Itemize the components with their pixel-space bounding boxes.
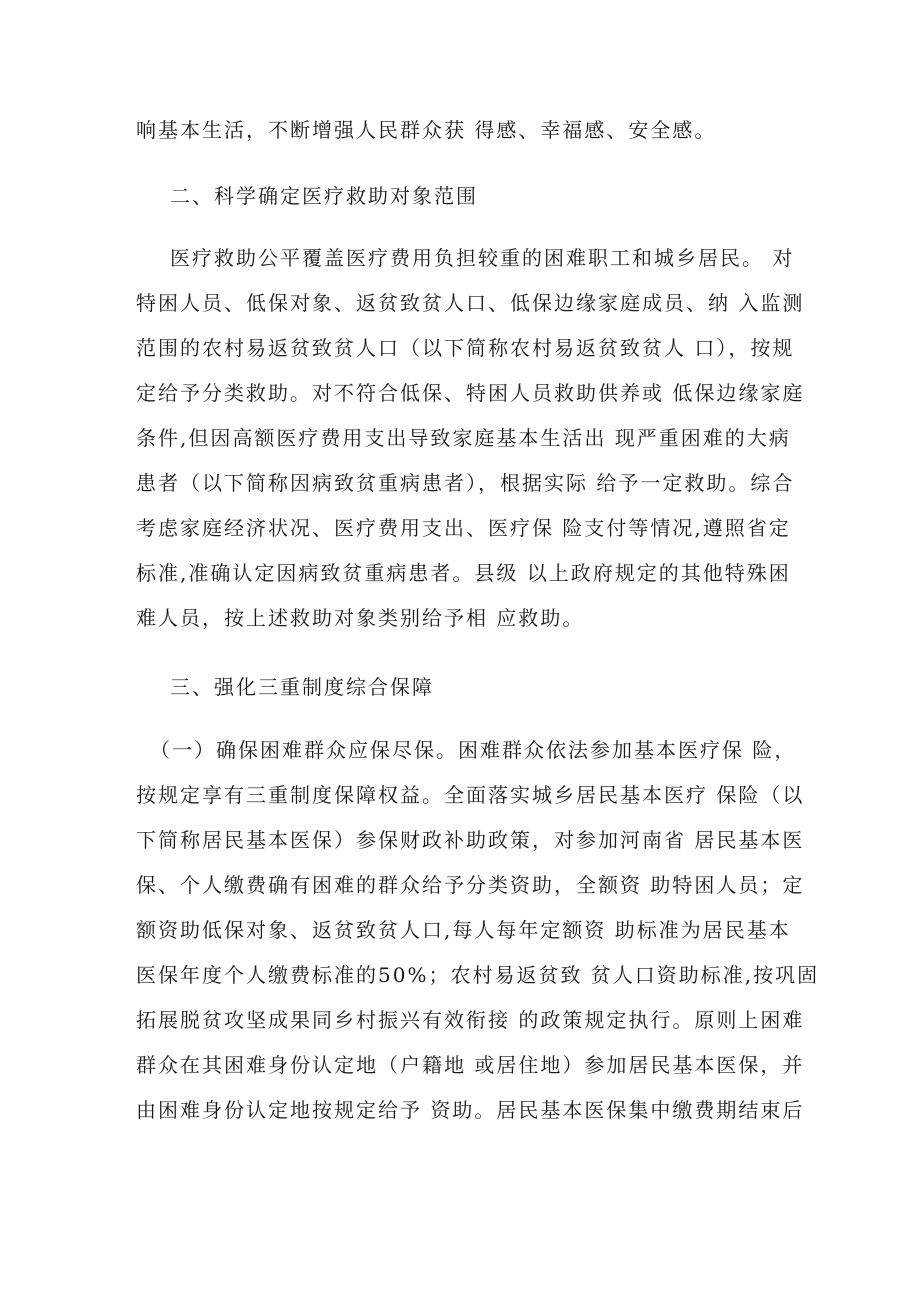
text-line: 条件,但因高额医疗费用支出导致家庭基本生活出 现严重困难的大病 [136,426,791,450]
text-line: 响基本生活，不断增强人民群众获 得感、幸福感、安全感。 [136,118,717,142]
text-line: 患者（以下简称因病致贫重病患者），根据实际 给予一定救助。综合 [136,471,795,495]
text-line: 拓展脱贫攻坚成果同乡村振兴有效衔接 的政策规定执行。原则上困难 [136,1008,805,1032]
text-line: 难人员，按上述救助对象类别给予相 应救助。 [136,606,585,630]
text-line: 范围的农村易返贫致贫人口（以下简称农村易返贫致贫人 口），按规 [136,336,795,360]
text-line: 由困难身份认定地按规定给予 资助。居民基本医保集中缴费期结束后 [136,1098,805,1122]
text-line: 额资助低保对象、返贫致贫人口,每人每年定额资 助标准为居民基本 [136,918,791,942]
text-line: 特困人员、低保对象、返贫致贫人口、低保边缘家庭成员、纳 入监测 [136,291,805,315]
text-line: 医保年度个人缴费标准的50%；农村易返贫致 贫人口资助标准,按巩固 [136,963,820,987]
text-line: 群众在其困难身份认定地（户籍地 或居住地）参加居民基本医保，并 [136,1053,805,1077]
text-line: 考虑家庭经济状况、医疗费用支出、医疗保 险支付等情况,遵照省定 [136,516,791,540]
text-line: 保、个人缴费确有困难的群众给予分类资助，全额资 助特困人员；定 [136,873,805,897]
text-line: 标准,准确认定因病致贫重病患者。县级 以上政府规定的其他特殊困 [136,561,791,585]
text-line: （一）确保困难群众应保尽保。困难群众依法参加基本医疗保 险， [150,738,797,762]
text-line: 下简称居民基本医保）参保财政补助政策，对参加河南省 居民基本医 [136,828,805,852]
section-heading: 三、强化三重制度综合保障 [170,675,434,699]
text-line: 定给予分类救助。对不符合低保、特困人员救助供养或 低保边缘家庭 [136,381,805,405]
text-line: 医疗救助公平覆盖医疗费用负担较重的困难职工和城乡居民。 对 [170,246,795,270]
section-heading: 二、科学确定医疗救助对象范围 [170,184,478,208]
text-line: 按规定享有三重制度保障权益。全面落实城乡居民基本医疗 保险（以 [136,783,805,807]
